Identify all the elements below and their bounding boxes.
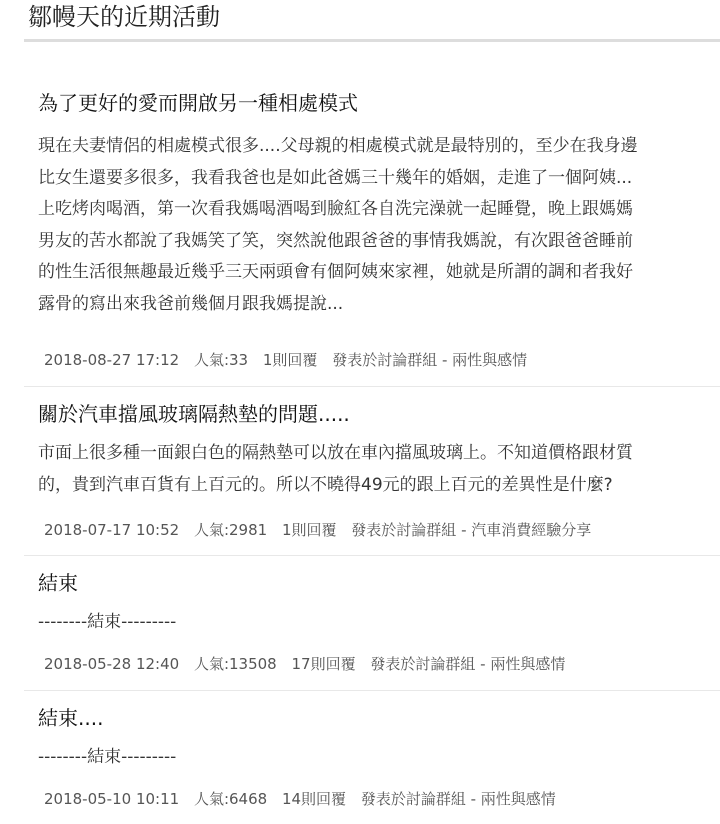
post-title[interactable]: 結束	[38, 571, 78, 595]
post-views: 人氣:33	[193, 351, 249, 369]
post-meta	[44, 520, 601, 540]
post-views: 人氣:2981	[193, 521, 268, 539]
excerpt-line: 的性生活很無趣最近幾乎三天兩頭會有個阿姨來家裡，她就是所謂的調和者我好	[38, 262, 633, 283]
excerpt-line: --------結束---------	[38, 612, 177, 632]
excerpt-line: --------結束---------	[38, 747, 177, 767]
activity-post	[24, 387, 720, 556]
excerpt-line: 男友的苦水都說了我媽笑了笑，突然說他跟爸爸的事情我媽說，有次跟爸爸睡前	[38, 230, 633, 251]
post-replies[interactable]: 14則回覆	[281, 790, 347, 808]
post-views: 人氣:6468	[193, 790, 268, 808]
page-header	[24, 0, 720, 42]
excerpt-line: 的，貴到汽車百貨有上百元的。所以不曉得49元的跟上百元的差異性是什麼?	[38, 474, 613, 495]
post-title[interactable]: 為了更好的愛而開啟另一種相處模式	[38, 91, 358, 115]
post-group-link[interactable]: 發表於討論群組 - 汽車消費經驗分享	[351, 521, 592, 539]
post-meta	[44, 654, 575, 674]
post-replies[interactable]: 1則回覆	[262, 351, 318, 369]
page-title: 鄒幔天的近期活動	[28, 3, 220, 31]
excerpt-line: 比女生還要多很多，我看我爸也是如此爸媽三十幾年的婚姻，走進了一個阿姨...	[38, 167, 633, 188]
post-views: 人氣:13508	[193, 655, 277, 673]
post-meta	[44, 789, 566, 809]
activity-post	[24, 78, 720, 387]
activity-list	[24, 78, 720, 824]
post-date: 2018-07-17 10:52	[44, 521, 180, 539]
post-excerpt	[38, 742, 720, 774]
post-title[interactable]: 結束....	[38, 706, 104, 730]
post-group-link[interactable]: 發表於討論群組 - 兩性與感情	[332, 351, 528, 369]
post-meta	[44, 350, 537, 370]
post-replies[interactable]: 1則回覆	[281, 521, 337, 539]
post-replies[interactable]: 17則回覆	[291, 655, 356, 673]
activity-post	[24, 691, 720, 824]
post-date: 2018-05-10 10:11	[44, 790, 180, 808]
excerpt-line: 上吃烤肉喝酒，第一次看我媽喝酒喝到臉紅各自洗完澡就一起睡覺，晚上跟媽媽	[38, 199, 633, 220]
post-group-link[interactable]: 發表於討論群組 - 兩性與感情	[360, 790, 556, 808]
post-date: 2018-05-28 12:40	[44, 655, 180, 673]
excerpt-line: 現在夫妻情侶的相處模式很多....父母親的相處模式就是最特別的，至少在我身邊	[38, 136, 638, 156]
post-date: 2018-08-27 17:12	[44, 351, 180, 369]
post-excerpt	[38, 438, 720, 501]
excerpt-line: 市面上很多種一面銀白色的隔熱墊可以放在車內擋風玻璃上。不知道價格跟材質	[38, 443, 633, 463]
post-group-link[interactable]: 發表於討論群組 - 兩性與感情	[370, 655, 566, 673]
post-excerpt	[38, 131, 720, 321]
post-title[interactable]: 關於汽車擋風玻璃隔熱墊的問題.....	[38, 402, 350, 426]
excerpt-line: 露骨的寫出來我爸前幾個月跟我媽提說...	[38, 293, 344, 314]
post-excerpt	[38, 607, 720, 639]
activity-post	[24, 556, 720, 691]
